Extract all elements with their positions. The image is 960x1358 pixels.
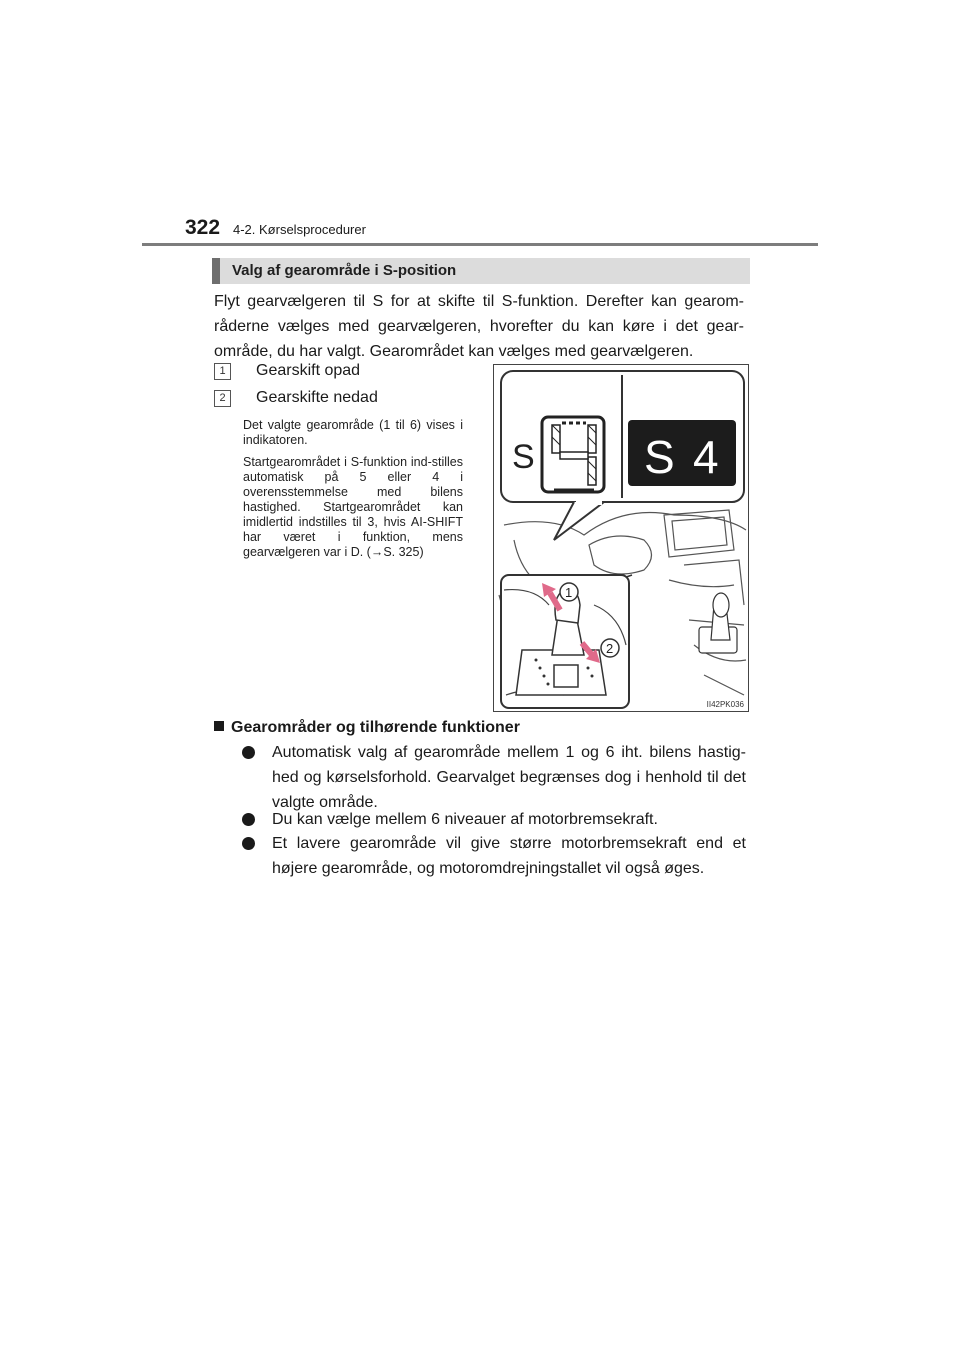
- intro-paragraph: Flyt gearvælgeren til S for at skifte til S-funktion. Derefter kan gearom-råderne vælges med gearvælgeren, hvorefter du kan køre i det gear-område, du har valgt. Gearområdet kan vælges med gearvælgeren.: [214, 293, 744, 360]
- section-title: Valg af gearområde i S-position: [232, 262, 457, 279]
- running-head: 4-2. Kørselsprocedurer: [233, 222, 366, 237]
- shift-illustration: [493, 364, 749, 712]
- display-letter-segment: S: [512, 438, 535, 476]
- header-rule: [142, 243, 818, 246]
- bullet-dot-icon: [242, 813, 255, 826]
- subsection-title: Gearområder og tilhørende funktioner: [231, 719, 520, 736]
- legend-label-upshift: Gearskift opad: [256, 362, 361, 379]
- bullet-dot-icon: [242, 746, 255, 759]
- callout-2: 2: [606, 641, 614, 656]
- figure-code: II42PK036: [706, 700, 744, 709]
- callout-1: 1: [565, 585, 573, 600]
- subsection-heading: [214, 719, 520, 737]
- display-gear: 4: [693, 431, 719, 483]
- display-letter: S: [644, 431, 675, 483]
- legend-label-downshift: Gearskifte nedad: [256, 389, 378, 406]
- legend-number-1: 1: [214, 363, 231, 380]
- bullet-text: Automatisk valg af gearområde mellem 1 og 6 iht. bilens hastig-hed og kørselsforhold. Gearvalget begrænses dog i henhold til det valgte område.: [272, 744, 746, 811]
- bullet-dot-icon: [242, 837, 255, 850]
- bullet-item: [244, 740, 746, 815]
- square-bullet-icon: [214, 721, 224, 731]
- bullet-item: [244, 831, 746, 881]
- section-title-bar: [212, 258, 750, 284]
- bullet-text: Et lavere gearområde vil give større motorbremsekraft end et højere gearområde, og motoromdrejningstallet vil også øges.: [272, 835, 746, 877]
- bullet-item: [244, 807, 746, 832]
- note-gear-indicator: Det valgte gearområde (1 til 6) vises i indikatoren.: [243, 418, 463, 447]
- note-start-gear: Startgearområdet i S-funktion ind-stilles automatisk på 5 eller 4 i overensstemmelse med bilens hastighed. Startgearområdet kan imidlertid indstilles til 3, hvis AI-SHIFT har været i funktion, mens gearvælgeren var i D. (→S. 325): [243, 455, 463, 559]
- page-number: 322: [185, 216, 221, 239]
- legend-number-2: 2: [214, 390, 231, 407]
- bullet-text: Du kan vælge mellem 6 niveauer af motorbremsekraft.: [272, 811, 658, 828]
